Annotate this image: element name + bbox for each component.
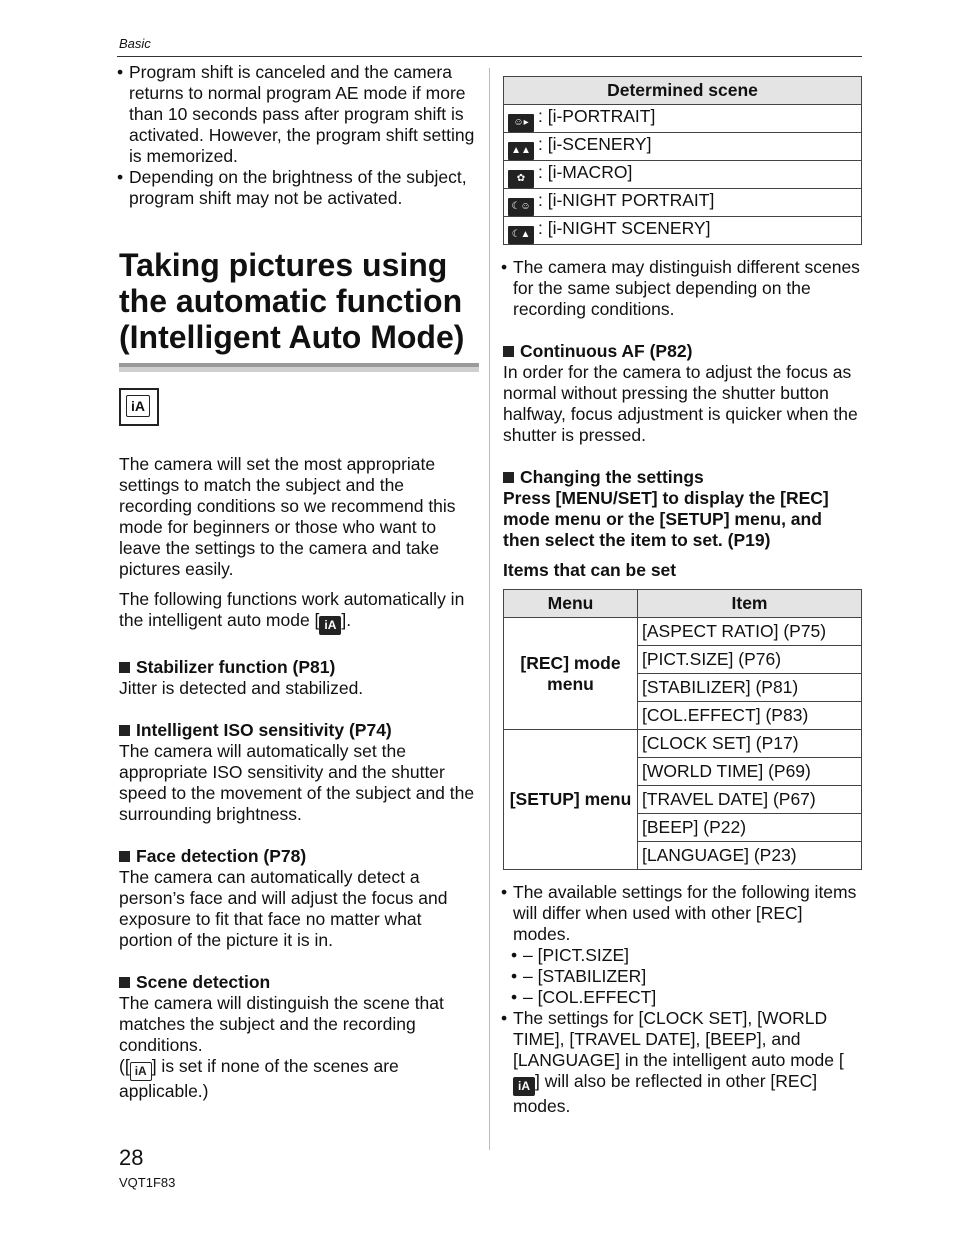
list-item: • Depending on the brightness of the subject, program shift may not be activated. — [119, 167, 479, 209]
table-header: Determined scene — [504, 77, 862, 105]
square-bullet-icon — [119, 662, 130, 673]
menu-item: [LANGUAGE] (P23) — [638, 842, 862, 870]
section-body: In order for the camera to adjust the focus as normal without pressing the shutter button halfway, focus adjustment is quicker when the shutter is pressed. — [503, 362, 858, 445]
scene-label: [i-PORTRAIT] — [547, 105, 656, 126]
section-body: The camera will distinguish the scene that matches the subject and the recording conditions. — [119, 993, 444, 1055]
document-code: VQT1F83 — [119, 1175, 176, 1190]
heading-text: Continuous AF (P82) — [520, 341, 693, 361]
heading-text: Changing the settings — [520, 467, 704, 487]
table-row: ✿ : [i-MACRO] — [504, 161, 862, 189]
dash-list — [513, 945, 863, 1008]
section-heading — [119, 846, 479, 867]
list-item — [503, 1008, 863, 1117]
section-heading — [503, 467, 863, 488]
title-underline — [119, 363, 479, 372]
left-column — [119, 62, 479, 1102]
ia-icon-label: iA — [126, 395, 150, 417]
page-number: 28 — [119, 1145, 144, 1170]
functions-paragraph — [119, 589, 479, 635]
scene-label: [i-NIGHT SCENERY] — [547, 217, 711, 238]
list-item — [503, 882, 863, 1008]
dash-item: • – [COL.EFFECT] — [513, 987, 863, 1008]
section-heading — [503, 341, 863, 362]
table-row — [504, 730, 862, 758]
note-text: ] is set if none of the scenes are applicable.) — [119, 1056, 399, 1101]
paragraph-text: The following functions work automatically in the intelligent auto mode [ — [119, 589, 465, 630]
settings-notes — [503, 882, 863, 1117]
menu-items-table — [503, 589, 862, 870]
scene-label: [i-MACRO] — [547, 161, 633, 182]
right-column — [503, 76, 863, 1117]
table-row: ☾▲ : [i-NIGHT SCENERY] — [504, 217, 862, 245]
section-heading — [119, 972, 479, 993]
menu-item: [TRAVEL DATE] (P67) — [638, 786, 862, 814]
table-row: ☾☺ : [i-NIGHT PORTRAIT] — [504, 189, 862, 217]
table-row — [504, 618, 862, 646]
square-bullet-icon — [119, 725, 130, 736]
dash-item: • – [STABILIZER] — [513, 966, 863, 987]
table-row: ☺▸ : [i-PORTRAIT] — [504, 105, 862, 133]
portrait-scene-icon: ☺▸ — [508, 114, 534, 132]
items-label: Items that can be set — [503, 560, 677, 580]
heading-text: Stabilizer function (P81) — [136, 657, 336, 677]
section-body: The camera will automatically set the appropriate ISO sensitivity and the shutter speed to the movement of the subject and the surrounding brightness. — [119, 741, 475, 824]
table-row: ▲▲ : [i-SCENERY] — [504, 133, 862, 161]
scene-bullets — [503, 257, 863, 320]
heading-text: Intelligent ISO sensitivity (P74) — [136, 720, 392, 740]
header-rule — [117, 56, 862, 57]
scene-note — [119, 1056, 479, 1102]
menu-group-rec: [REC] mode menu — [504, 618, 638, 730]
intro-paragraph: The camera will set the most appropriate settings to match the subject and the recording conditions so we recommend this mode for beginners or those who want to leave the settings to the camera and take pictures easily. — [119, 454, 456, 579]
list-item: • The camera may distinguish different scenes for the same subject depending on the recording conditions. — [503, 257, 863, 320]
macro-scene-icon: ✿ — [508, 170, 534, 188]
column-header-menu: Menu — [504, 590, 638, 618]
scenery-scene-icon: ▲▲ — [508, 142, 534, 160]
scene-label: [i-NIGHT PORTRAIT] — [547, 189, 715, 210]
heading-text: Scene detection — [136, 972, 271, 992]
square-bullet-icon — [119, 851, 130, 862]
menu-item: [PICT.SIZE] (P76) — [638, 646, 862, 674]
heading-text: Face detection (P78) — [136, 846, 307, 866]
dash-item: • – [PICT.SIZE] — [513, 945, 863, 966]
scene-label: [i-SCENERY] — [547, 133, 652, 154]
list-item: • Program shift is canceled and the camera returns to normal program AE mode if more than 10 seconds pass after program shift is activated. However, the program shift setting is memorized. — [119, 62, 479, 167]
menu-item: [CLOCK SET] (P17) — [638, 730, 862, 758]
determined-scene-table — [503, 76, 862, 245]
note-text: ([ — [119, 1056, 130, 1076]
square-bullet-icon — [503, 472, 514, 483]
menu-item: [WORLD TIME] (P69) — [638, 758, 862, 786]
night-scenery-scene-icon: ☾▲ — [508, 226, 534, 244]
menu-item: [ASPECT RATIO] (P75) — [638, 618, 862, 646]
column-header-item: Item — [638, 590, 862, 618]
intro-bullets — [119, 62, 479, 209]
section-body: The camera can automatically detect a person’s face and will adjust the focus and exposure to fit that face no matter what portion of the picture it is in. — [119, 867, 448, 950]
column-divider — [489, 68, 490, 1150]
section-body: Jitter is detected and stabilized. — [119, 678, 364, 698]
menu-item: [COL.EFFECT] (P83) — [638, 702, 862, 730]
ia-inline-icon: iA — [513, 1077, 535, 1096]
note-text: ] will also be reflected in other [REC] modes. — [513, 1071, 818, 1116]
paragraph-text: ]. — [341, 610, 352, 630]
section-heading — [119, 657, 479, 678]
night-portrait-scene-icon: ☾☺ — [508, 198, 534, 216]
intelligent-auto-mode-icon — [119, 388, 159, 426]
menu-group-setup: [SETUP] menu — [504, 730, 638, 870]
menu-item: [BEEP] (P22) — [638, 814, 862, 842]
instruction-text: Press [MENU/SET] to display the [REC] mode menu or the [SETUP] menu, and then select the item to set. (P19) — [503, 488, 829, 550]
ia-inline-icon: iA — [319, 616, 341, 635]
menu-item: [STABILIZER] (P81) — [638, 674, 862, 702]
note-text: The settings for [CLOCK SET], [WORLD TIME], [TRAVEL DATE], [BEEP], and [LANGUAGE] in the intelligent auto mode [ — [513, 1008, 844, 1070]
square-bullet-icon — [119, 977, 130, 988]
note-text: The available settings for the following items will differ when used with other [REC] modes. — [513, 882, 857, 944]
section-label: Basic — [119, 36, 151, 51]
square-bullet-icon — [503, 346, 514, 357]
ia-outline-icon: iA — [130, 1062, 152, 1081]
page-title: Taking pictures using the automatic function (Intelligent Auto Mode) — [119, 247, 465, 355]
section-heading — [119, 720, 479, 741]
